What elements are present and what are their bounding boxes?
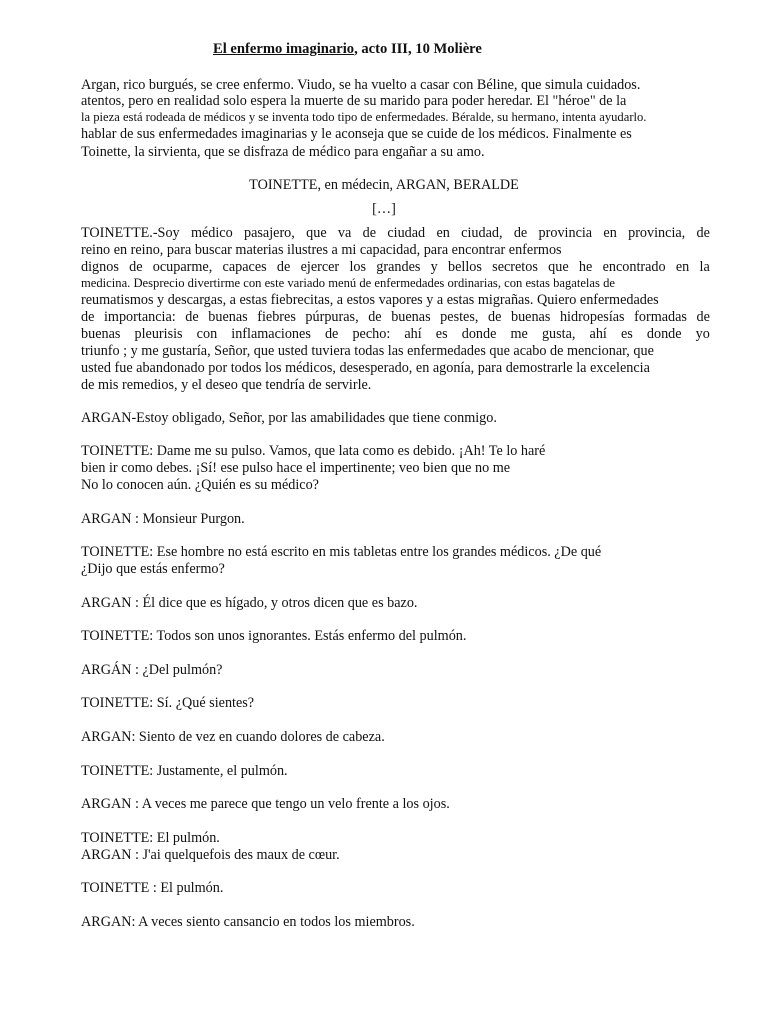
word: hidropesías [559,309,625,325]
word: ejercer [300,259,340,275]
word: buenas [81,326,121,342]
dialogue-line-toinette: TOINETTE: Dame me su pulso. Vamos, que lata como es debido. ¡Ah! Te lo haré [81,443,546,459]
word: fiebres [257,309,296,325]
word: de [129,259,143,275]
word: encontrado [602,259,666,275]
dialogue-line-argan: ARGAN: Siento de vez en cuando dolores de cabeza. [81,729,385,745]
word: de [696,309,710,325]
monologue-line [81,259,710,276]
word: pecho: [352,326,391,342]
word: capaces [222,259,267,275]
word: y [430,259,438,275]
monologue-line [81,309,710,326]
word: me [510,326,528,342]
word: va [337,225,352,241]
word: importancia: [103,309,176,325]
word: ocuparme, [152,259,213,275]
monologue-line: de mis remedios, y el deseo que tendría de servirle. [81,377,372,393]
intro-line: atentos, pero en realidad solo espera la muerte de su marido para poder heredar. El "héroe" de la [81,93,627,109]
word: que [548,259,569,275]
word: de [185,309,199,325]
word: de [368,309,382,325]
dialogue-line-argan: ARGAN : Él dice que es hígado, y otros dicen que es bazo. [81,595,418,611]
intro-line: hablar de sus enfermedades imaginarias y le aconseja que se cuide de los médicos. Finalmente es [81,126,632,142]
word: de [487,309,502,325]
word: buenas [391,309,431,325]
word: es [435,326,448,342]
monologue-line: usted fue abandonado por todos los médicos, desesperado, en agonía, para demostrarle la excelencia [81,360,650,376]
ellipsis-marker: […] [372,201,396,217]
word: de [324,326,339,342]
word: dignos [81,259,119,275]
dialogue-line-toinette: No lo conocen aún. ¿Quién es su médico? [81,477,319,493]
word: inflamaciones [231,326,311,342]
word: es [620,326,633,342]
intro-line: la pieza está rodeada de médicos y se inventa todo tipo de enfermedades. Béralde, su hermano, intenta ayudarlo. [81,110,647,124]
word: gusta, [541,326,576,342]
word: donde [646,326,682,342]
word: he [578,259,593,275]
word: bellos [448,259,482,275]
word: ahí [589,326,607,342]
dialogue-line-argan: ARGAN-Estoy obligado, Señor, por las amabilidades que tiene conmigo. [81,410,497,426]
word: grandes [376,259,421,275]
word: pasajero, [244,225,295,241]
word: de [513,225,528,241]
word: TOINETTE.-Soy [81,225,180,241]
word: en [603,225,617,241]
word: en [675,259,690,275]
word: de [276,259,291,275]
monologue-line: reumatismos y descargas, a estas fiebrecitas, a estos vapores y a estas migrañas. Quiero enfermedades [81,292,659,308]
monologue-line [81,326,710,343]
word: donde [461,326,497,342]
word: de [81,309,95,325]
word: provincia [538,225,593,241]
scene-heading: TOINETTE, en médecin, ARGAN, BERALDE [249,177,519,193]
monologue-line: medicina. Desprecio divertirme con este variado menú de enfermedades ordinarias, con estas bagatelas de [81,276,615,290]
intro-line: Toinette, la sirvienta, que se disfraza de médico para engañar a su amo. [81,144,485,160]
word: pleurisis [134,326,183,342]
word: la [699,259,710,275]
dialogue-line-toinette: TOINETTE: El pulmón. [81,830,220,846]
word: con [196,326,218,342]
word: en [436,225,450,241]
monologue-line: triunfo ; y me gustaría, Señor, que usted tuviera todas las enfermedades que acabo de mencionar, que [81,343,654,359]
word: buenas [208,309,248,325]
dialogue-line-toinette: TOINETTE : El pulmón. [81,880,224,896]
dialogue-line-argan: ARGAN : Monsieur Purgon. [81,511,245,527]
word: formadas [634,309,687,325]
word: pestes, [440,309,479,325]
word: que [306,225,327,241]
dialogue-line-argan: ARGAN : J'ai quelquefois des maux de cœur. [81,847,340,863]
dialogue-line-argan: ARGAN : A veces me parece que tengo un velo frente a los ojos. [81,796,450,812]
word: ciudad, [461,225,503,241]
dialogue-line-toinette: TOINETTE: Ese hombre no está escrito en mis tabletas entre los grandes médicos. ¿De qué [81,544,602,560]
title-underlined-part: El enfermo imaginario [213,41,355,57]
word: de [696,225,710,241]
monologue-line [81,225,710,242]
word: secretos [492,259,538,275]
word: ciudad [387,225,426,241]
word: buenas [510,309,551,325]
word: los [349,259,366,275]
word: ahí [404,326,422,342]
monologue-line: reino en reino, para buscar materias ilustres a mi capacidad, para encontrar enfermos [81,242,562,258]
word: médico [190,225,233,241]
word: de [362,225,377,241]
intro-line: Argan, rico burgués, se cree enfermo. Viudo, se ha vuelto a casar con Béline, que simula cuidados. [81,77,641,93]
dialogue-line-toinette: TOINETTE: Sí. ¿Qué sientes? [81,695,255,711]
word: púrpuras, [305,309,359,325]
word: yo [695,326,710,342]
dialogue-line-argan: ARGAN: A veces siento cansancio en todos los miembros. [81,914,415,930]
dialogue-line-toinette: TOINETTE: Todos son unos ignorantes. Estás enfermo del pulmón. [81,628,467,644]
dialogue-line-toinette: ¿Dijo que estás enfermo? [81,561,225,577]
title-rest: , acto III, 10 Molière [354,41,482,57]
dialogue-line-toinette: bien ir como debes. ¡Sí! ese pulso hace el impertinente; veo bien que no me [81,460,511,476]
document-title [213,41,482,58]
dialogue-line-argan: ARGÁN : ¿Del pulmón? [81,662,223,678]
dialogue-line-toinette: TOINETTE: Justamente, el pulmón. [81,763,288,779]
word: provincia, [628,225,686,241]
